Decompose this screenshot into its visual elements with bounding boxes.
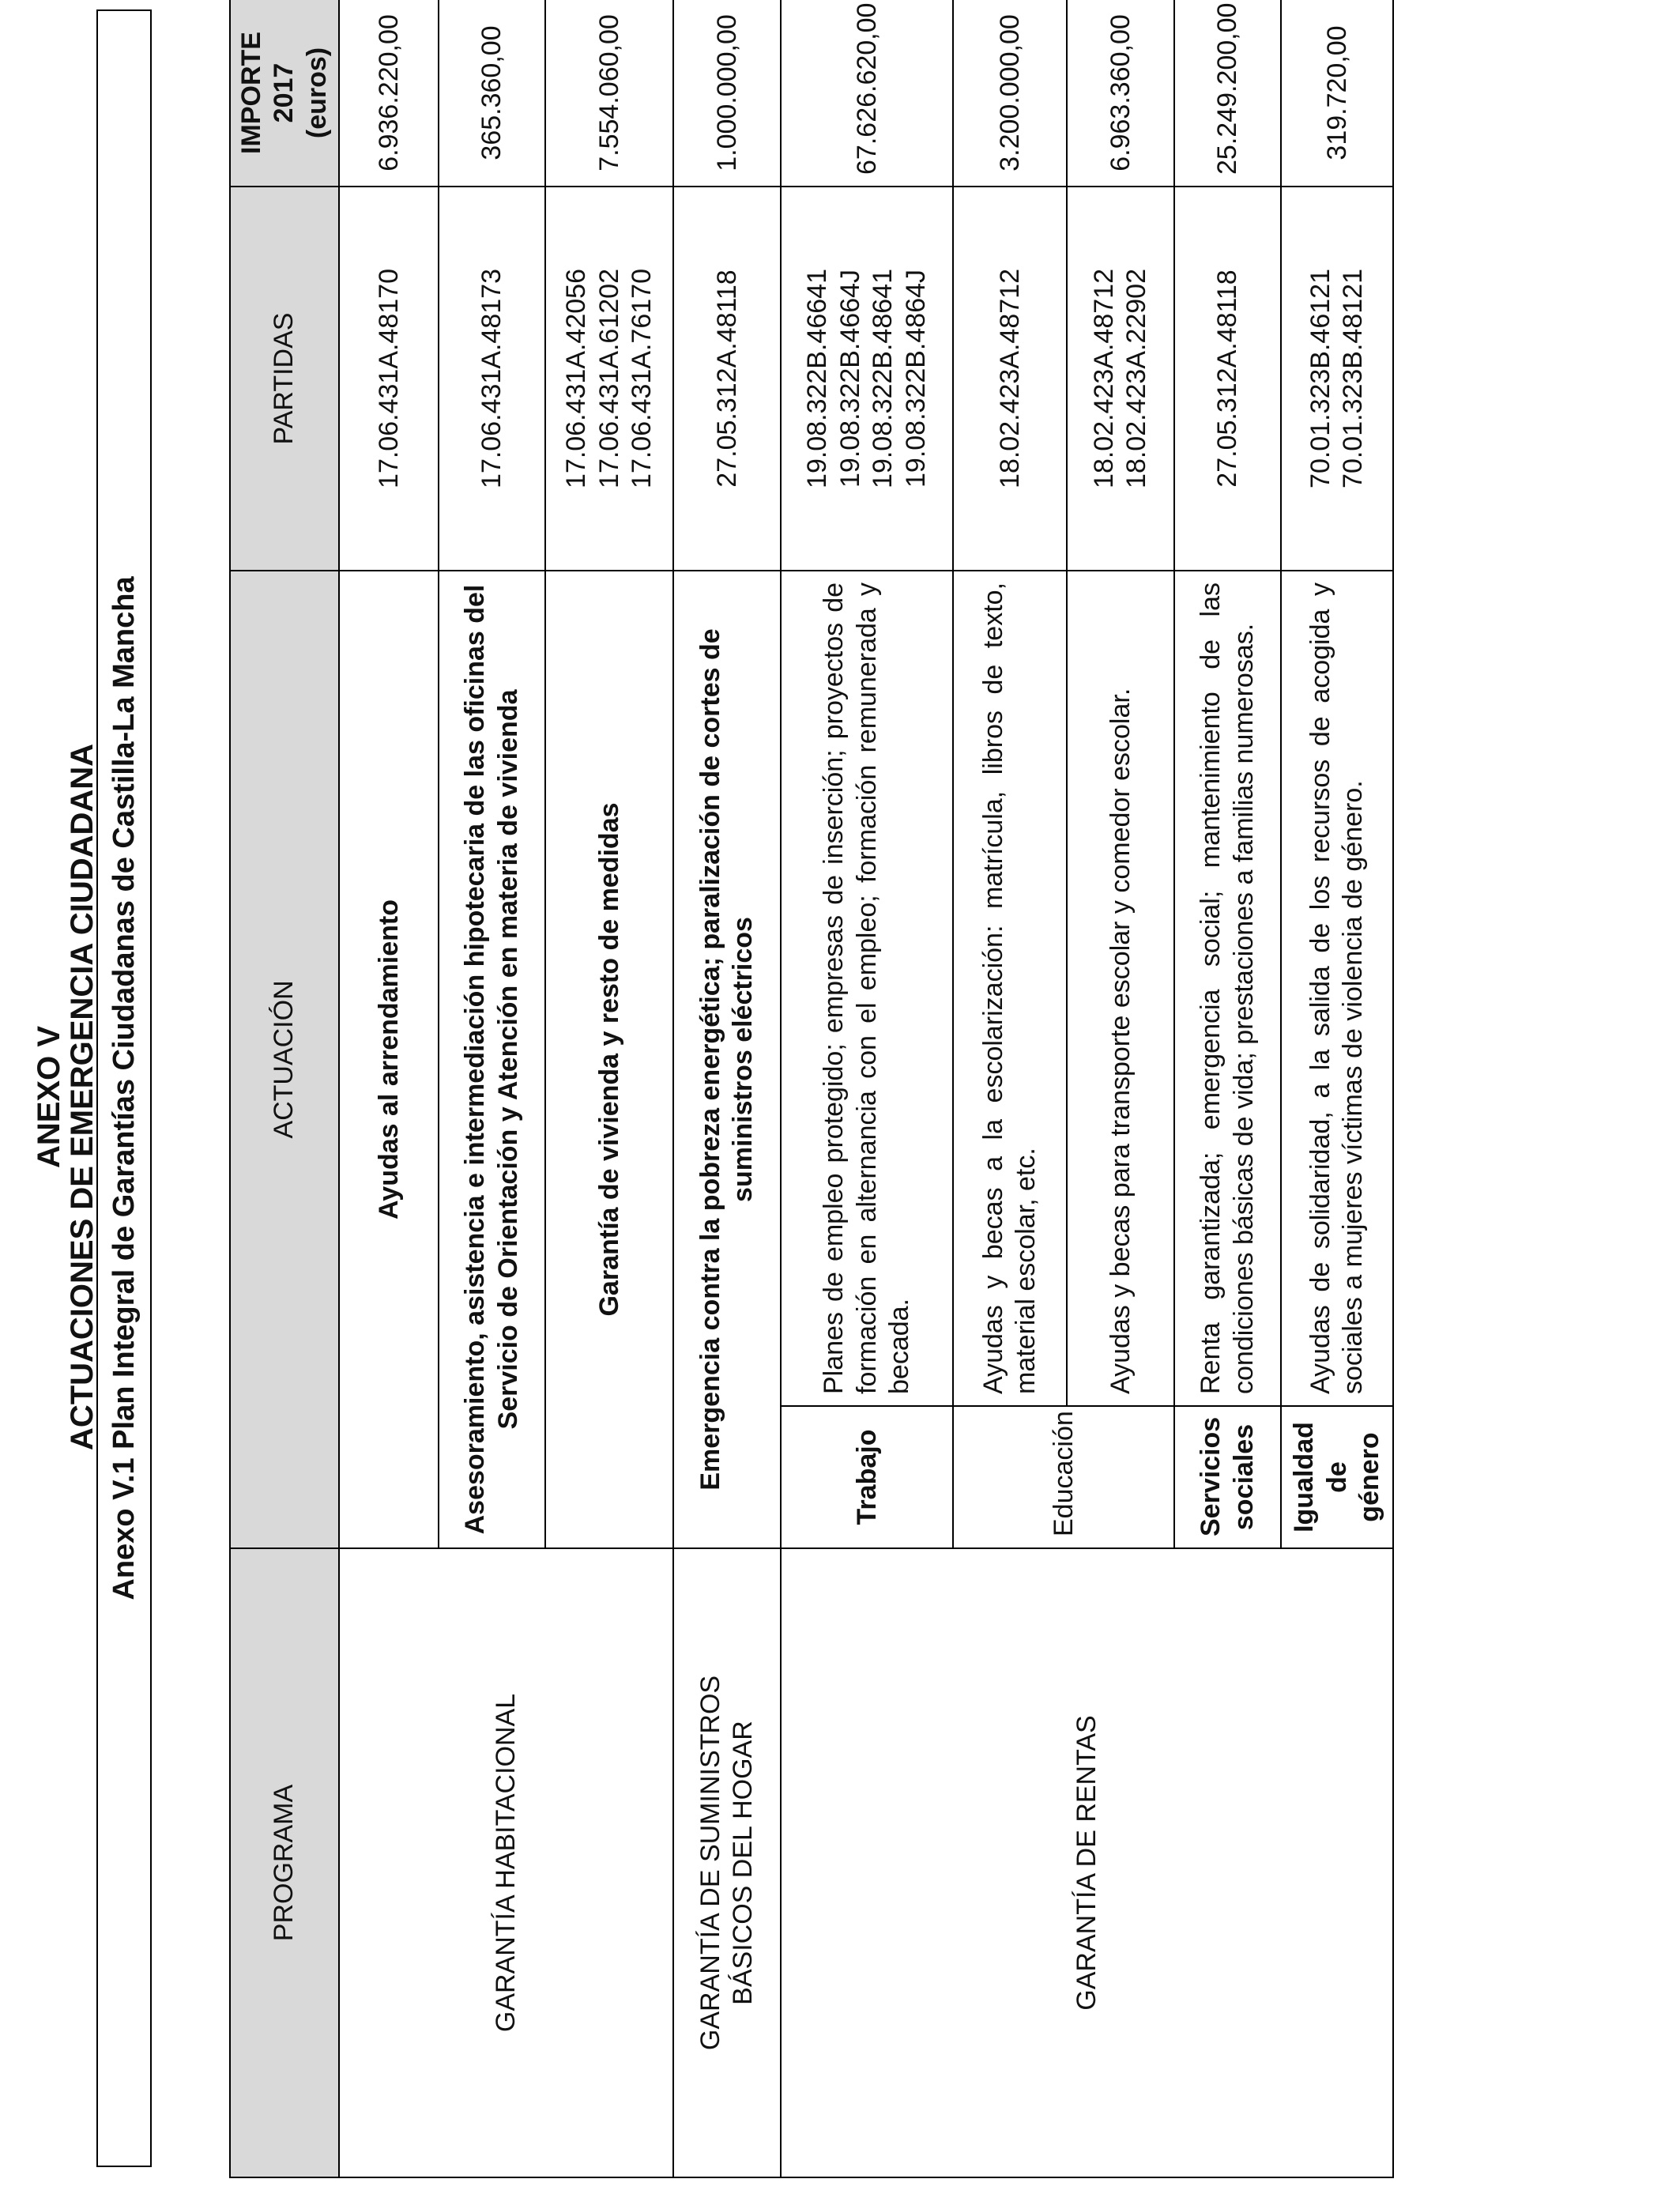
partidas-cell [673, 187, 781, 571]
program-cell [673, 1548, 781, 2177]
partida: 17.06.431A.42056 [561, 269, 592, 488]
subprogram-cell [1174, 1406, 1281, 1548]
partidas-cell [781, 187, 953, 571]
partidas-cell [339, 187, 439, 571]
actuacion-cell: Ayudas y becas para transporte escolar y comedor escolar. [1067, 571, 1174, 1406]
header-row [230, 0, 339, 2177]
partidas-cell [545, 187, 673, 571]
subprogram-cell: Educación [953, 1406, 1174, 1548]
annex-heading: ANEXO V [32, 1025, 66, 1169]
partida: 27.05.312A.48118 [711, 270, 742, 488]
importe-cell: 67.626.620,00 [781, 0, 953, 187]
program-line: BÁSICOS DEL HOGAR [728, 1721, 759, 2005]
importe-cell: 365.360,00 [439, 0, 545, 187]
partidas-cell [439, 187, 545, 571]
importe-cell: 6.963.360,00 [1067, 0, 1174, 187]
subprogram-line: de género [1321, 1432, 1385, 1522]
subprogram-cell: Trabajo [781, 1406, 953, 1548]
partida: 19.08.322B.46641 [802, 269, 833, 488]
partida: 70.01.323B.46121 [1305, 269, 1335, 488]
partidas-cell [1174, 187, 1281, 571]
partida: 70.01.323B.48121 [1338, 269, 1369, 488]
importe-cell: 7.554.060,00 [545, 0, 673, 187]
table-row [339, 0, 439, 2177]
subprogram-line: Servicios [1196, 1416, 1226, 1536]
actuacion-cell: Garantía de vivienda y resto de medidas [545, 571, 673, 1548]
partidas-cell [1067, 187, 1174, 571]
col-header-actuacion: ACTUACIÓN [230, 571, 339, 1548]
partida: 17.06.431A.48173 [477, 269, 507, 488]
importe-cell: 25.249.200,00 [1174, 0, 1281, 187]
col-header-partidas: PARTIDAS [230, 187, 339, 571]
partida: 18.02.423A.22902 [1121, 269, 1152, 488]
actuacion-cell: Ayudas y becas a la escolarización: matrícula, libros de texto, material escolar, etc. [953, 571, 1067, 1406]
subtitle: Anexo V.1 Plan Integral de Garantías Ciudadanas de Castilla-La Mancha [107, 576, 141, 1600]
partida: 17.06.431A.61202 [593, 269, 624, 488]
importe-header-line: 2017 [269, 62, 299, 123]
col-header-importe [230, 0, 339, 187]
partidas-cell [953, 187, 1067, 571]
partida: 19.08.322B.48641 [868, 269, 898, 488]
partida: 18.02.423A.48712 [1088, 269, 1119, 488]
actuacion-cell: Asesoramiento, asistencia e intermediación hipotecaria de las oficinas del Servicio de Orientación y Atención en materia de vivienda [439, 571, 545, 1548]
importe-header-line: (euros) [301, 47, 332, 139]
actuacion-cell: Renta garantizada; emergencia social; mantenimiento de las condiciones básicas de vida; prestaciones a familias numerosas. [1174, 571, 1281, 1406]
subtitle-box [96, 9, 152, 2167]
importe-cell: 6.936.220,00 [339, 0, 439, 187]
partida: 19.08.322B.4864J [900, 269, 931, 488]
col-header-programa: PROGRAMA [230, 1548, 339, 2177]
program-cell: GARANTÍA DE RENTAS [781, 1548, 1393, 2177]
document-title: ACTUACIONES DE EMERGENCIA CIUDADANA [65, 743, 100, 1451]
partida: 17.06.431A.48170 [373, 269, 404, 488]
actuacion-cell: Ayudas de solidaridad, a la salida de los recursos de acogida y sociales a mujeres víctimas de violencia de género. [1281, 571, 1393, 1406]
actions-table [229, 0, 1394, 2178]
table-row [781, 0, 953, 2177]
partida: 18.02.423A.48712 [994, 269, 1025, 488]
importe-cell: 319.720,00 [1281, 0, 1393, 187]
subprogram-line: sociales [1228, 1423, 1259, 1531]
actuacion-cell: Emergencia contra la pobreza energética; paralización de cortes de suministros eléctricos [673, 571, 781, 1548]
program-line: GARANTÍA DE SUMINISTROS [695, 1675, 725, 2051]
importe-header-line: IMPORTE [236, 32, 266, 154]
partidas-cell [1281, 187, 1393, 571]
importe-cell: 3.200.000,00 [953, 0, 1067, 187]
partida: 27.05.312A.48118 [1212, 270, 1243, 488]
subprogram-cell [1281, 1406, 1393, 1548]
actuacion-cell: Ayudas al arrendamiento [339, 571, 439, 1548]
table-row [673, 0, 781, 2177]
subprogram-line: Igualdad [1289, 1422, 1320, 1532]
actuacion-cell: Planes de empleo protegido; empresas de inserción; proyectos de formación en alternancia con el empleo; formación remunerada y becada. [781, 571, 953, 1406]
program-cell: GARANTÍA HABITACIONAL [339, 1548, 673, 2177]
partida: 17.06.431A.76170 [627, 269, 657, 488]
partida: 19.08.322B.4664J [834, 269, 865, 488]
importe-cell: 1.000.000,00 [673, 0, 781, 187]
